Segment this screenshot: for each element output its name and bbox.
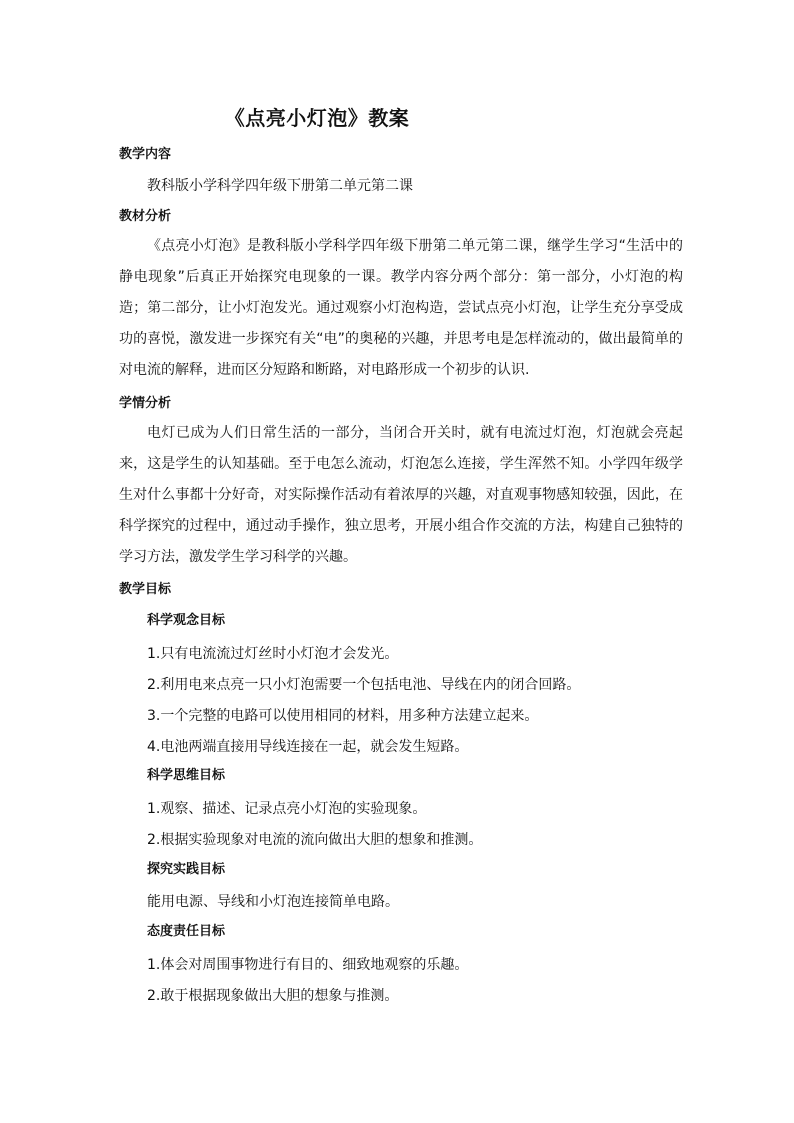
subheading-attitude-responsibility: 态度责任目标: [147, 924, 226, 939]
attitude-responsibility-item: 1.体会对周围事物进行有目的、细致地观察的乐趣。: [147, 957, 469, 973]
subheading-science-thinking: 科学思维目标: [147, 768, 226, 783]
teaching-content-text: 教科版小学科学四年级下册第二单元第二课: [147, 178, 413, 194]
attitude-responsibility-item: 2.敢于根据现象做出大胆的想象与推测。: [147, 988, 399, 1004]
inquiry-practice-item: 能用电源、导线和小灯泡连接简单电路。: [147, 894, 399, 910]
heading-student-analysis: 学情分析: [119, 396, 172, 411]
science-thinking-item: 2.根据实验现象对电流的流向做出大胆的想象和推测。: [147, 832, 483, 848]
science-concept-item: 4.电池两端直接用导线连接在一起，就会发生短路。: [147, 739, 469, 755]
subheading-science-concept: 科学观念目标: [147, 613, 226, 628]
subheading-inquiry-practice: 探究实践目标: [147, 862, 226, 877]
student-analysis-paragraph: 电灯已成为人们日常生活的一部分，当闭合开关时，就有电流过灯泡，灯泡就会亮起来，这是学生的认知基础。至于电怎么流动，灯泡怎么连接，学生浑然不知。小学四年级学生对什么事都十分好奇，对实际操作活动有着浓厚的兴趣，对直观事物感知较强，因此，在科学探究的过程中，通过动手操作，独立思考，开展小组合作交流的方法，构建自己独特的学习方法，激发学生学习科学的兴趣。: [119, 425, 683, 565]
page-title: 《点亮小灯泡》教案: [224, 106, 410, 130]
science-concept-item: 3.一个完整的电路可以使用相同的材料，用多种方法建立起来。: [147, 708, 539, 724]
heading-teaching-content: 教学内容: [119, 147, 172, 162]
heading-teaching-goals: 教学目标: [119, 582, 172, 597]
science-thinking-item: 1.观察、描述、记录点亮小灯泡的实验现象。: [147, 801, 427, 817]
heading-material-analysis: 教材分析: [119, 209, 172, 224]
material-analysis-paragraph: 《点亮小灯泡》是教科版小学科学四年级下册第二单元第二课，继学生学习“生活中的静电现象”后真正开始探究电现象的一课。教学内容分两个部分：第一部分，小灯泡的构造；第二部分，让小灯泡发光。通过观察小灯泡构造，尝试点亮小灯泡，让学生充分享受成功的喜悦，激发进一步探究有关“电”的奥秘的兴趣，并思考电是怎样流动的，做出最简单的对电流的解释，进而区分短路和断路，对电路形成一个初步的认识.: [119, 238, 683, 378]
science-concept-item: 1.只有电流流过灯丝时小灯泡才会发光。: [147, 646, 399, 662]
science-concept-item: 2.利用电来点亮一只小灯泡需要一个包括电池、导线在内的闭合回路。: [147, 677, 581, 693]
